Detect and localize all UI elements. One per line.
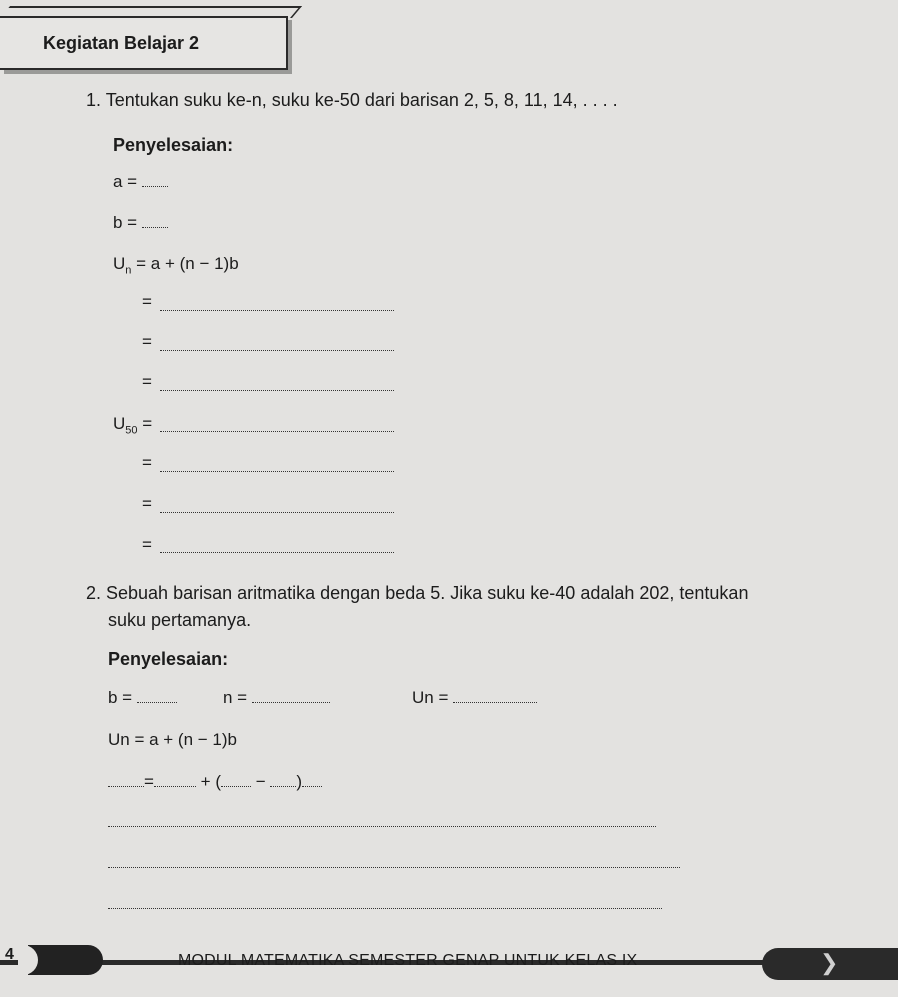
q1-solution-label: Penyelesaian: <box>113 135 234 155</box>
q2-sub-close: ) <box>296 772 303 791</box>
q2-blank-line-2[interactable] <box>108 867 680 868</box>
q2-sub-eq: = <box>144 772 154 791</box>
q2-un-blank[interactable] <box>453 701 537 703</box>
q2-un-label: Un = <box>412 688 449 707</box>
q2-sub-minus: − <box>255 772 266 791</box>
q1-eq-5: = <box>142 494 152 513</box>
q1-blank-1[interactable] <box>160 310 394 311</box>
q1-blank-7[interactable] <box>160 552 394 553</box>
question-1: 1. Tentukan suku ke-n, suku ke-50 dari barisan 2, 5, 8, 11, 14, . . . . <box>86 90 618 110</box>
q2-blank-line-3[interactable] <box>108 908 662 909</box>
q1-formula-u: U <box>113 254 126 273</box>
q2-b-blank[interactable] <box>137 701 177 703</box>
q1-eq-4: = <box>142 453 152 472</box>
footer-pill-left <box>28 945 103 975</box>
header-box <box>0 16 288 70</box>
q1-blank-4[interactable] <box>160 431 394 432</box>
q1-eq-3: = <box>142 372 152 391</box>
chevron-right-icon[interactable]: ❯ <box>820 950 839 975</box>
q1-eq-2: = <box>142 332 152 351</box>
q1-a-row <box>113 172 168 192</box>
q2-sub-blank-1[interactable] <box>108 785 144 787</box>
q2-n-row <box>223 688 330 708</box>
q2-formula: Un = a + (n − 1)b <box>108 730 237 749</box>
q2-un-row <box>412 688 537 708</box>
q2-n-label: n = <box>223 688 248 707</box>
q2-sub-blank-5[interactable] <box>302 785 322 787</box>
q1-a-label: a = <box>113 172 138 191</box>
q2-b-row <box>108 688 177 708</box>
q1-formula-sub: n <box>125 264 132 277</box>
q2-solution-label: Penyelesaian: <box>108 649 229 669</box>
q2-substitution-row <box>108 772 322 792</box>
q1-u50-eq: = <box>137 414 153 433</box>
q1-u50 <box>113 414 152 436</box>
q1-u50-sub: 50 <box>125 424 138 437</box>
q2-sub-plus: + ( <box>200 772 221 791</box>
page-number: 4 <box>5 946 14 963</box>
question-2-line-1: 2. Sebuah barisan aritmatika dengan beda 5. Jika suku ke-40 adalah 202, tentukan <box>86 583 749 603</box>
q1-b-row <box>113 213 168 233</box>
q2-sub-blank-4[interactable] <box>270 785 296 787</box>
q1-eq-1: = <box>142 292 152 311</box>
q2-blank-line-1[interactable] <box>108 826 656 827</box>
header-title: Kegiatan Belajar 2 <box>43 33 200 53</box>
q2-n-blank[interactable] <box>252 701 330 703</box>
q1-u50-u: U <box>113 414 126 433</box>
q1-blank-6[interactable] <box>160 512 394 513</box>
q2-b-label: b = <box>108 688 133 707</box>
q1-blank-3[interactable] <box>160 390 394 391</box>
q2-sub-blank-2[interactable] <box>154 785 196 787</box>
q1-b-blank[interactable] <box>142 226 168 228</box>
q1-formula-rest: = a + (n − 1)b <box>131 254 239 273</box>
q1-blank-5[interactable] <box>160 471 394 472</box>
q1-blank-2[interactable] <box>160 350 394 351</box>
q1-b-label: b = <box>113 213 138 232</box>
q1-eq-6: = <box>142 535 152 554</box>
question-2-line-2: suku pertamanya. <box>108 610 252 630</box>
q2-sub-blank-3[interactable] <box>221 785 251 787</box>
footer-title: MODUL MATEMATIKA SEMESTER GENAP UNTUK KELAS IX <box>178 952 638 969</box>
q1-formula <box>113 254 239 276</box>
q1-a-blank[interactable] <box>142 185 168 187</box>
